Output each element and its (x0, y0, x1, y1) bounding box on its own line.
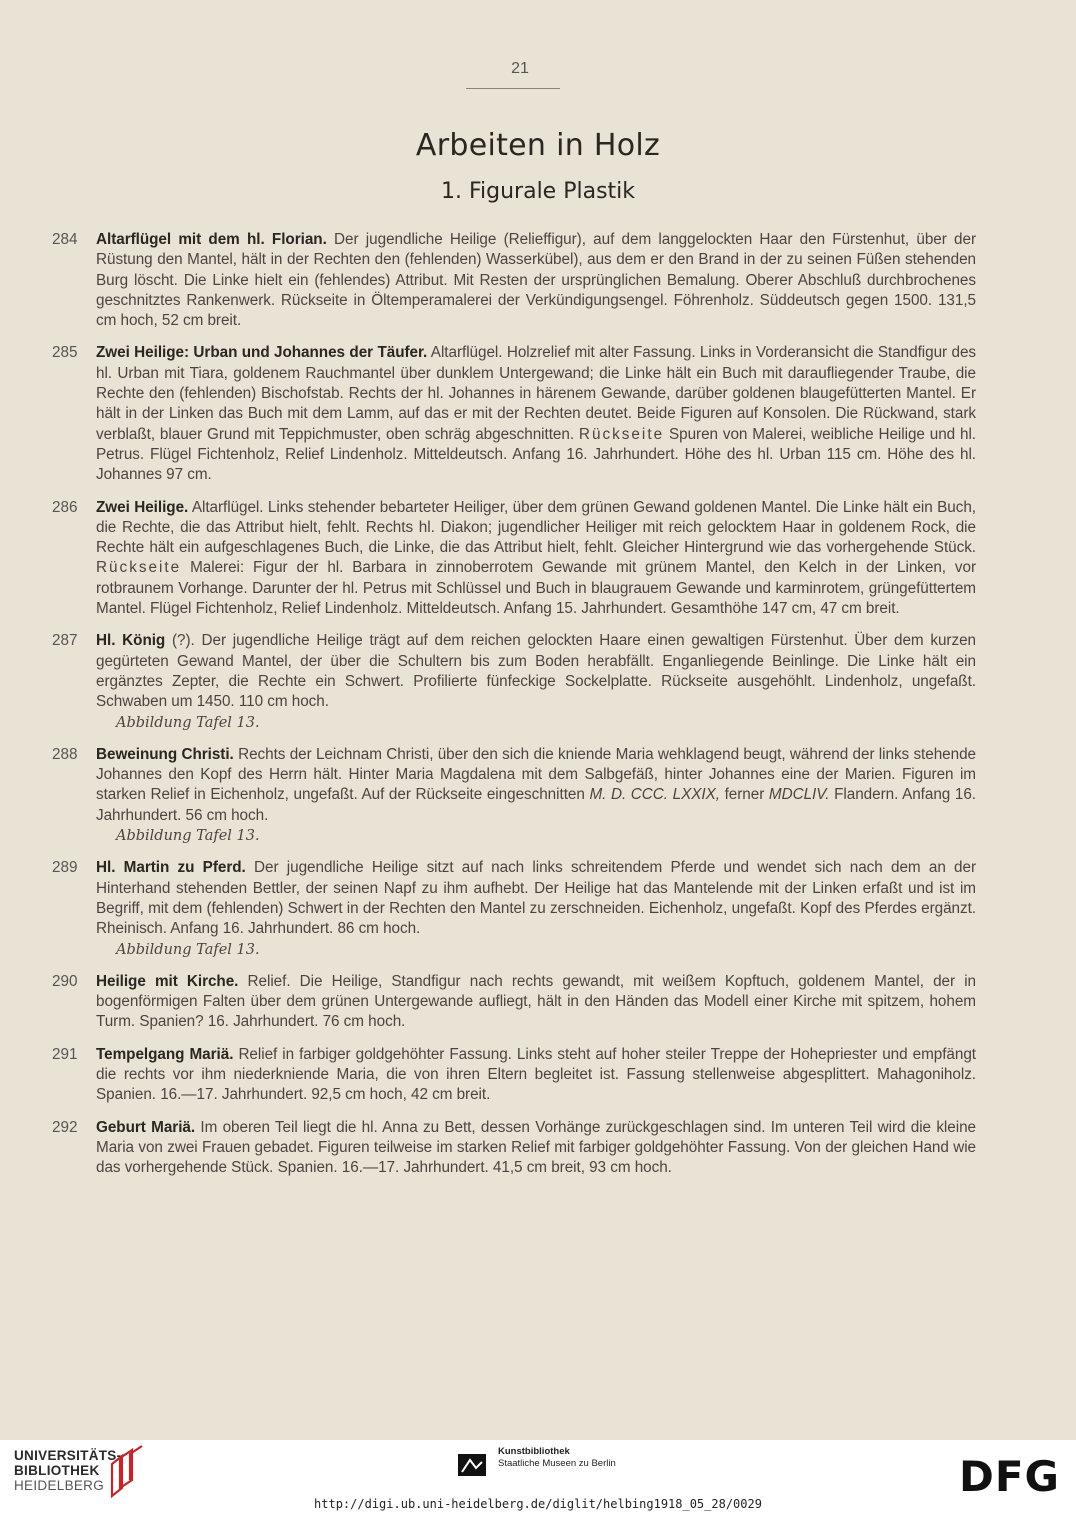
entry-number: 284 (52, 231, 78, 248)
entry-body-cont: ferner (724, 786, 765, 804)
entry-text (96, 972, 976, 1033)
entry-title: Heilige mit Kirche. (96, 972, 239, 990)
catalog-entry-284 (52, 230, 976, 331)
page-number: 21 (511, 60, 529, 77)
catalog-entry-291 (52, 1045, 976, 1106)
entry-number: 285 (52, 344, 78, 362)
entry-text (96, 1045, 976, 1106)
plate-reference: Abbildung Tafel 13. (116, 941, 260, 958)
entry-title: Tempelgang Mariä. (96, 1045, 234, 1063)
catalog-entry-290 (52, 972, 976, 1033)
entry-text (96, 498, 976, 620)
kb-logo-line-2: Staatliche Museen zu Berlin (498, 1458, 616, 1469)
catalog-entry-289 (52, 858, 976, 959)
inscription-2: MDCLIV. (768, 786, 830, 804)
plate-reference: Abbildung Tafel 13. (116, 828, 260, 845)
entry-title: Altarflügel mit dem hl. Florian. (96, 231, 327, 248)
entry-body-cont: Spuren von Malerei, weibliche Heilige und hl. Petrus. Flügel Fichtenholz, Relief Lindenholz. Mitteldeutsch. Anfang 16. Jahrhundert. Höhe des hl. Urban 115 cm. Höhe des hl. Johannes 97 cm. (96, 425, 977, 484)
entry-spaced-term: Rückseite (578, 425, 665, 443)
page-number-rule (466, 88, 560, 89)
ub-logo-line-2: BIBLIOTHEK (14, 1463, 100, 1478)
entry-text (96, 858, 976, 939)
catalog-entry-287 (52, 631, 976, 732)
dfg-logo[interactable]: DFG (958, 1452, 1060, 1501)
entry-body: Der jugendliche Heilige (Relieffigur), auf dem langgelockten Haar den Fürstenhut, über der Rüstung den Mantel, hält in der Rechten den (fehlenden) Wasserkübel), aus dem er den Brand in der zu seinen Füßen stehenden Burg löscht. Die Linke hielt ein (fehlendes) Attribut. Mit Resten der ursprünglichen Bemalung. Oberer Abschluß durchbrochenes geschnitztes Rankenwerk. Rückseite in Öltemperamalerei der Verkündigungsengel. Föhrenholz. Süddeutsch gegen 1500. 131,5 cm hoch, 52 cm breit. (96, 231, 977, 330)
university-library-logo[interactable] (14, 1448, 121, 1493)
entry-body: Rechts der Leichnam Christi, über den sich die kniende Maria wehklagend beugt, während der links stehende Johannes den Kopf des Herrn hält. Hinter Maria Magdalena mit dem Salbgefäß, hinter Johannes eine der Marien. Figuren im starken Relief in Eichenholz, ungefaßt. Auf der Rückseite eingeschnitten (96, 745, 977, 804)
plate-reference: Abbildung Tafel 13. (116, 714, 260, 731)
entry-body: Im oberen Teil liegt die hl. Anna zu Bett, dessen Vorhänge zurückgeschlagen sind. Im unteren Teil wird die kleine Maria von zwei Frauen gebadet. Figuren teilweise im starken Relief mit farbiger goldgehöhter Fassung. Von der gleichen Hand wie das vorhergehende Stück. Spanien. 16.—17. Jahrhundert. 41,5 cm breit, 93 cm hoch. (96, 1118, 976, 1177)
entry-number: 291 (52, 1045, 78, 1063)
catalog-entry-286 (52, 498, 976, 620)
entry-number: 286 (52, 498, 78, 516)
entry-body-cont: Malerei: Figur der hl. Barbara in zinnoberrotem Gewande mit grünem Mantel, den Kelch in der Linken, vor rotbraunem Vorhange. Darunter der hl. Petrus mit Schlüssel und Buch in blaugrauem Gewande und karminrotem, grüngefüttertem Mantel. Flügel Fichtenholz, Relief Lindenholz. Mitteldeutsch. Anfang 15. Jahrhundert. Gesamthöhe 147 cm, 47 cm breit. (96, 559, 976, 618)
ub-logo-line-1: UNIVERSITÄTS- (14, 1448, 122, 1463)
catalog-entry-292 (52, 1118, 976, 1179)
entry-body: Altarflügel. Links stehender bebarteter Heiliger, über dem grünen Gewand goldenen Mantel. Die Linke hält ein Buch, die Rechte, die das Attribut hielt, fehlt. Rechts hl. Diakon; jugendlicher Heiliger mit reich gelocktem Haar in goldenem Rock, die Rechte hält ein aufgeschlagenes Buch, die Linke, die das Attribut hielt, fehlt. Gleicher Hintergrund wie das vorhergehende Stück. (96, 498, 976, 557)
entry-body-end: Flandern. Anfang 16. Jahrhundert. 56 cm hoch. (96, 786, 977, 824)
entry-body: Relief in farbiger goldgehöhter Fassung. Links steht auf hoher steiler Treppe der Hohepriester und empfängt die rechts vor ihm niederkniende Maria, die von ihren Eltern begleitet ist. Fassung stellenweise abgesplittert. Mahagoniholz. Spanien. 16.—17. Jahrhundert. 92,5 cm hoch, 42 cm breit. (96, 1045, 976, 1104)
entry-body: Altarflügel. Holzrelief mit alter Fassung. Links in Vorderansicht die Standfigur des hl. Urban mit Tiara, goldenem Rauchmantel über dunklem Untergewand; die Linke hält ein Buch mit daraufliegender Traube, die Rechte den (fehlenden) Bischofstab. Rechts der hl. Johannes in härenem Gewande, darüber goldenen blaugefütterten Mantel. Er hält in der Linken das Buch mit dem Lamm, auf das er mit der Rechten deutet. Beide Figuren auf Konsolen. Die Rückwand, stark verblaßt, blauer Grund mit Teppichmuster, oben schräg abgeschnitten. (96, 344, 976, 443)
inscription-1: M. D. CCC. LXXIX, (589, 786, 720, 804)
catalog-entry-285 (52, 343, 976, 485)
entry-text (96, 745, 976, 826)
entry-title: Geburt Mariä. (96, 1118, 196, 1136)
ub-logo-line-3: HEIDELBERG (14, 1478, 105, 1493)
entry-body: Der jugendliche Heilige sitzt auf nach links schreitendem Pferde und wendet sich nach dem an der Hinterhand stehenden Bettler, der seinen Napf zu ihm aufhebt. Der Heilige hat das Mantelende mit der Linken erfaßt und ist im Begriff, mit dem (fehlenden) Schwert in der Rechten den Mantel zu zerschneiden. Eichenholz, ungefaßt. Kopf des Pferdes ergänzt. Rheinisch. Anfang 16. Jahrhundert. 86 cm hoch. (96, 859, 977, 938)
entry-spaced-term: Rückseite (96, 559, 182, 577)
entry-text (96, 343, 976, 485)
permalink-url[interactable]: http://digi.ub.uni-heidelberg.de/diglit/helbing1918_05_28/0029 (314, 1497, 762, 1511)
entry-title: Zwei Heilige. (96, 498, 189, 516)
entry-body: (?). Der jugendliche Heilige trägt auf dem reichen gelockten Haare einen gewaltigen Fürstenhut. Über dem kurzen gegürteten Gewand Mantel, der über die Schultern bis zum Boden herabfällt. Enganliegende Beinlinge. Die Linke hält ein ergänztes Zepter, die Rechte ein Schwert. Profilierte fünfeckige Sockelplatte. Rückseite ausgehöhlt. Lindenholz, ungefaßt. Schwaben um 1450. 110 cm hoch. (96, 632, 976, 711)
entry-number: 289 (52, 859, 78, 877)
page-title: Arbeiten in Holz (415, 128, 661, 163)
section-title: 1. Figurale Plastik (440, 179, 636, 204)
entry-title: Hl. Martin zu Pferd. (96, 859, 246, 877)
entry-title: Zwei Heilige: Urban und Johannes der Täufer. (96, 344, 428, 362)
entry-text (96, 230, 976, 331)
catalog-entries (52, 230, 976, 1190)
entry-number: 290 (52, 972, 78, 990)
entry-body: Relief. Die Heilige, Standfigur nach rechts gewandt, mit weißem Kopftuch, goldenem Mantel, der in bogenförmigen Falten über dem grünen Untergewande aufliegt, hält in den Händen das Modell einer Kirche mit spitzem, hohem Turm. Spanien? 16. Jahrhundert. 76 cm hoch. (96, 972, 976, 1031)
entry-number: 288 (52, 745, 78, 763)
entry-title: Hl. König (96, 632, 166, 650)
entry-title: Beweinung Christi. (96, 745, 234, 763)
kunstbibliothek-logo[interactable] (458, 1446, 616, 1470)
kb-logo-line-1: Kunstbibliothek (498, 1446, 570, 1457)
footer-bar (0, 1440, 1076, 1513)
kunstbibliothek-mark-icon (458, 1454, 488, 1478)
entry-number: 292 (52, 1118, 78, 1136)
entry-text (96, 631, 976, 712)
catalog-entry-288 (52, 745, 976, 846)
entry-text (96, 1118, 976, 1179)
entry-number: 287 (52, 632, 78, 650)
ub-logo-mark-icon (108, 1444, 148, 1500)
